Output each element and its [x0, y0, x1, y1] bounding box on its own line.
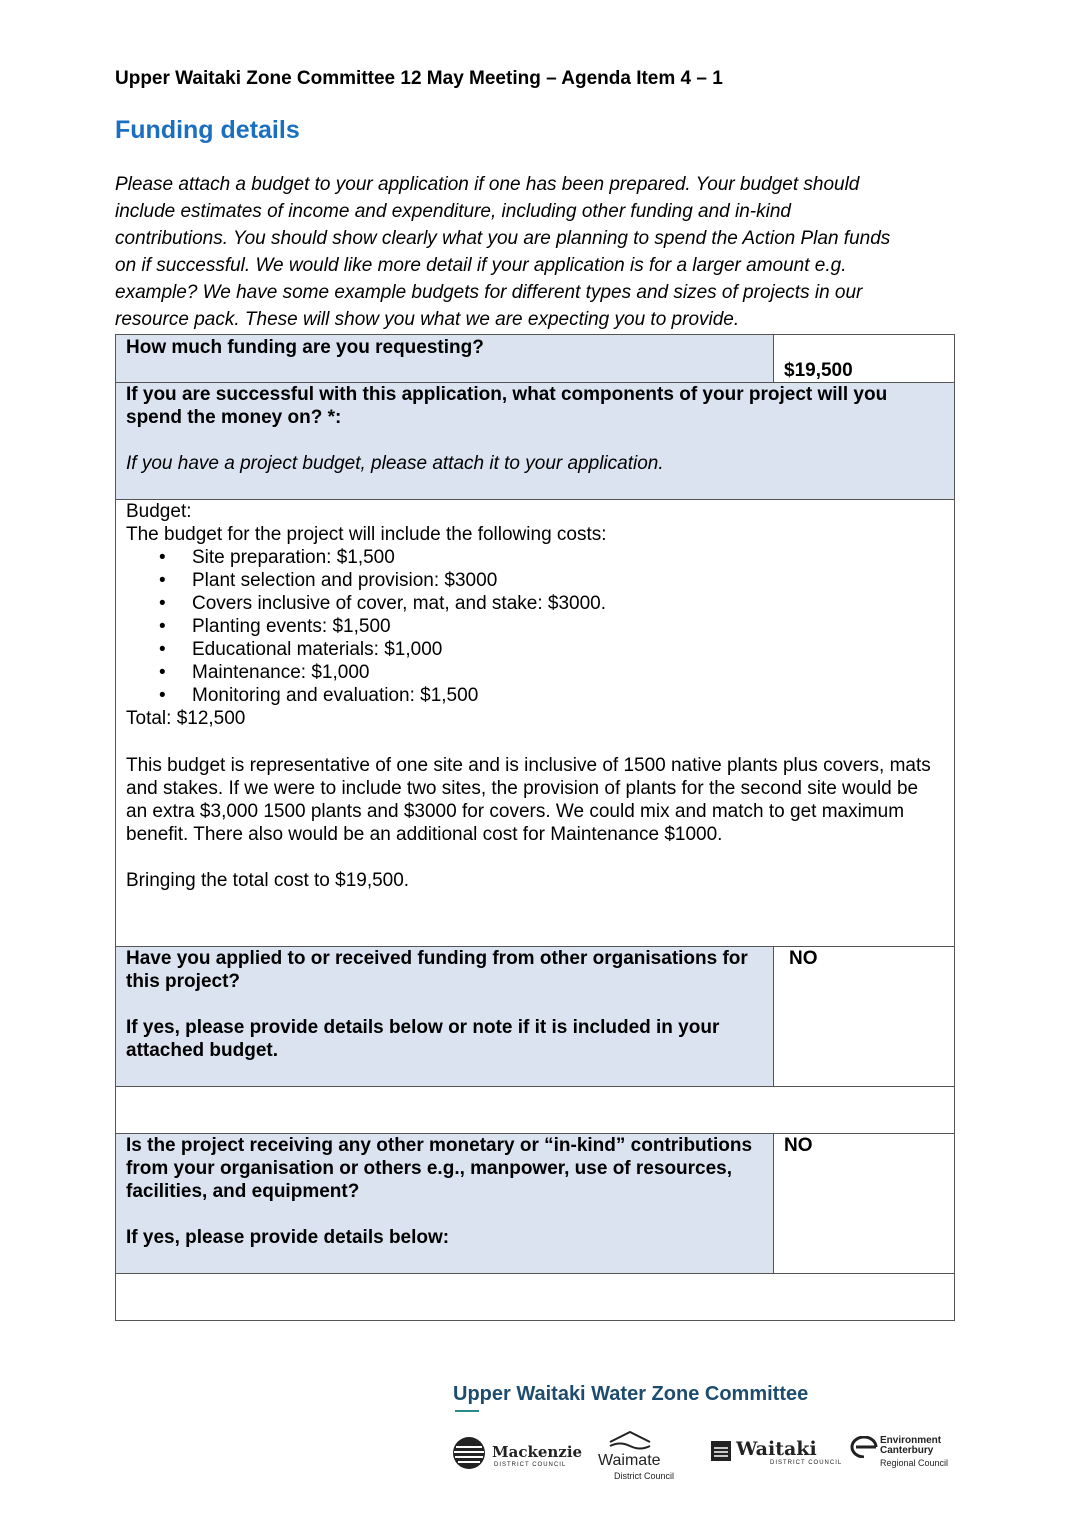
funding-request-amount[interactable]: $19,500	[774, 335, 955, 383]
other-funding-row	[116, 947, 955, 1087]
intro-line: on if successful. We would like more detail if your application is for a larger amount e.g.	[115, 255, 847, 276]
intro-text	[115, 171, 965, 333]
budget-item: • Covers inclusive of cover, mat, and stake: $3000.	[192, 592, 944, 615]
budget-closing: Bringing the total cost to $19,500.	[126, 870, 410, 891]
other-funding-question	[116, 947, 774, 1087]
waitaki-name: Waitaki	[736, 1438, 817, 1460]
mackenzie-name: Mackenzie	[492, 1443, 583, 1461]
funding-request-row	[116, 335, 955, 383]
in-kind-row	[116, 1134, 955, 1274]
council-logos	[450, 1430, 960, 1485]
page-header: Upper Waitaki Zone Committee 12 May Meeting – Agenda Item 4 – 1	[115, 68, 723, 89]
footer-divider	[455, 1410, 479, 1412]
budget-paragraph: This budget is representative of one site and is inclusive of 1500 native plants plus covers, mats and stakes. If we were to include two sites, the provision of plants for the second site would be an extra $3,000 1500 plants and $3000 for covers. We could mix and match to get maximum benefit. There also would be an additional cost for Maintenance $1000.	[126, 754, 931, 845]
intro-line: resource pack. These will show you what we are expecting you to provide.	[115, 309, 740, 330]
other-funding-followup: If yes, please provide details below or note if it is included in your attached budget.	[126, 1017, 720, 1061]
budget-total: Total: $12,500	[126, 708, 246, 729]
budget-item: • Educational materials: $1,000	[192, 638, 944, 661]
waitaki-emblem-icon	[710, 1440, 732, 1462]
ecan-sub: Regional Council	[880, 1458, 949, 1468]
budget-item: • Monitoring and evaluation: $1,500	[192, 684, 944, 707]
mackenzie-emblem-icon	[452, 1436, 486, 1470]
waimate-sub: District Council	[614, 1471, 675, 1481]
funding-request-question: How much funding are you requesting?	[116, 335, 774, 383]
ecan-name: Environment Canterbury	[880, 1435, 942, 1456]
section-title: Funding details	[115, 116, 300, 144]
other-funding-details-field[interactable]	[116, 1087, 955, 1134]
other-funding-question-text: Have you applied to or received funding from other organisations for this project?	[126, 948, 748, 992]
budget-item: • Maintenance: $1,000	[192, 661, 944, 684]
budget-answer-row	[116, 500, 955, 947]
budget-items-list	[126, 546, 944, 707]
in-kind-question-text: Is the project receiving any other monetary or “in-kind” contributions from your organisation or others e.g., manpower, use of resources, facilities, and equipment?	[126, 1135, 753, 1202]
waimate-emblem-icon	[608, 1430, 652, 1450]
in-kind-question	[116, 1134, 774, 1274]
intro-line: contributions. You should show clearly what you are planning to spend the Action Plan funds	[115, 228, 891, 249]
funding-form-table	[115, 334, 955, 1321]
components-question-text: If you are successful with this application, what components of your project will you spend the money on? *:	[126, 384, 888, 428]
other-funding-details-row	[116, 1087, 955, 1134]
in-kind-followup: If yes, please provide details below:	[126, 1227, 450, 1248]
budget-item: • Site preparation: $1,500	[192, 546, 944, 569]
in-kind-answer[interactable]: NO	[774, 1134, 955, 1274]
components-question-row	[116, 383, 955, 500]
intro-line: Please attach a budget to your application if one has been prepared. Your budget should	[115, 174, 860, 195]
budget-item: • Planting events: $1,500	[192, 615, 944, 638]
waimate-name: Waimate	[598, 1452, 661, 1469]
budget-item: • Plant selection and provision: $3000	[192, 569, 944, 592]
intro-line: include estimates of income and expenditure, including other funding and in-kind	[115, 201, 791, 222]
other-funding-answer[interactable]: NO	[774, 947, 955, 1087]
budget-lead: The budget for the project will include the following costs:	[126, 524, 607, 545]
mackenzie-sub: DISTRICT COUNCIL	[494, 1462, 567, 1468]
budget-answer[interactable]	[116, 500, 955, 947]
footer-title: Upper Waitaki Water Zone Committee	[453, 1383, 809, 1405]
in-kind-details-field[interactable]	[116, 1274, 955, 1321]
ecan-emblem-icon	[848, 1436, 878, 1458]
components-question	[116, 383, 955, 500]
budget-heading: Budget:	[126, 501, 192, 522]
components-question-note: If you have a project budget, please attach it to your application.	[126, 453, 664, 474]
waitaki-sub: DISTRICT COUNCIL	[770, 1460, 843, 1466]
intro-line: example? We have some example budgets for different types and sizes of projects in our	[115, 282, 863, 303]
in-kind-details-row	[116, 1274, 955, 1321]
